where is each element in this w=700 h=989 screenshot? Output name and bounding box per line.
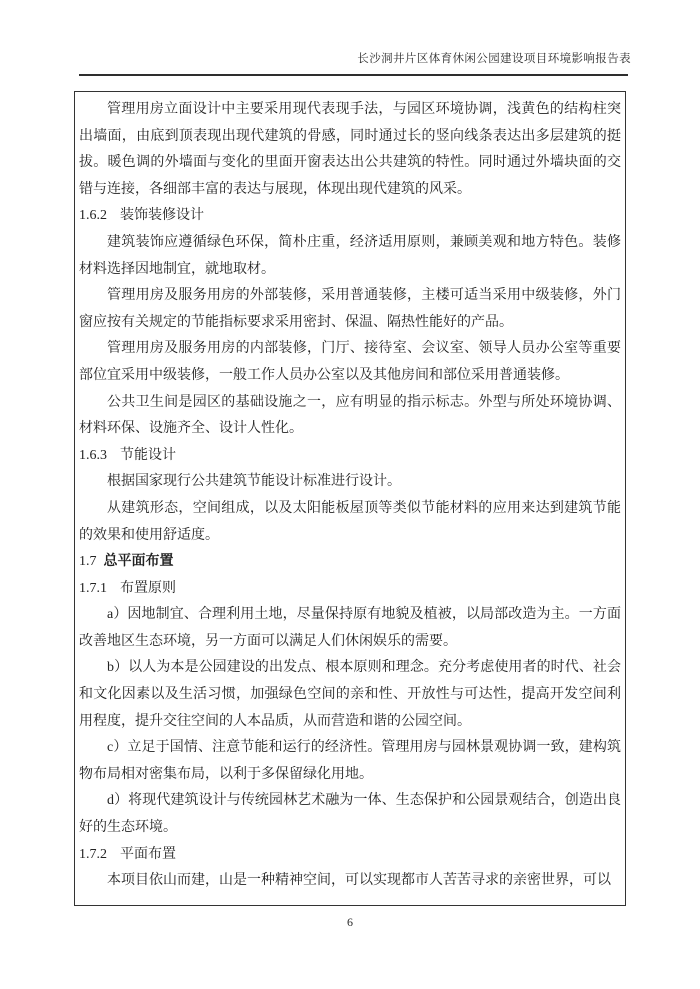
- paragraph-site-layout: 本项目依山而建，山是一种精神空间，可以实现都市人苦苦寻求的亲密世界，可以: [107, 873, 611, 889]
- report-table-cell: [74, 91, 626, 906]
- header-rule: [79, 74, 628, 76]
- page-number: 6: [347, 915, 353, 929]
- paragraph-public-toilet: 公共卫生间是园区的基础设施之一，应有明显的指示标志。外型与所处环境协调、材料环保、设施齐全、设计人性化。: [79, 394, 621, 437]
- section-number: 1.6.3: [79, 447, 107, 463]
- section-title: 总平面布置: [103, 554, 174, 570]
- paragraph-principle-c: c）立足于国情、注意节能和运行的经济性。管理用房与园林景观协调一致，建构筑物布局相对密集布局，以利于多保留绿化用地。: [79, 740, 621, 782]
- section-number: 1.7.2: [79, 846, 107, 862]
- paragraph-energy-measures: 从建筑形态，空间组成，以及太阳能板屋顶等类似节能材料的应用来达到建筑节能的效果和使用舒适度。: [79, 500, 621, 543]
- paragraph-interior-decoration: 管理用房及服务用房的内部装修，门厅、接待室、会议室、领导人员办公室等重要部位宜采用中级装修，一般工作人员办公室以及其他房间和部位采用普通装修。: [79, 341, 621, 383]
- section-title: 布置原则: [120, 580, 176, 596]
- section-number: 1.7.1: [79, 580, 107, 596]
- section-number: 1.6.2: [79, 208, 107, 224]
- section-title: 装饰装修设计: [120, 208, 204, 224]
- paragraph-principle-b: b）以人为本是公园建设的出发点、根本原则和理念。充分考虑使用者的时代、社会和文化因素以及生活习惯，加强绿色空间的亲和性、开放性与可达性，提高开发空间利用程度，提升交往空间的人本品质，从而营造和谐的公园空间。: [79, 660, 621, 729]
- section-heading-1-7-1: [79, 576, 621, 603]
- section-title: 平面布置: [120, 846, 176, 862]
- paragraph-principle-a: a）因地制宜、合理利用土地，尽量保持原有地貌及植被，以局部改造为主。一方面改善地区生态环境，另一方面可以满足人们休闲娱乐的需要。: [79, 607, 621, 649]
- section-title: 节能设计: [120, 447, 176, 463]
- report-header-title: 长沙洞井片区体育休闲公园建设项目环境影响报告表: [357, 53, 631, 65]
- paragraph-principle-d: d）将现代建筑设计与传统园林艺术融为一体、生态保护和公园景观结合，创造出良好的生态环境。: [79, 793, 621, 836]
- section-heading-1-6-2: [79, 203, 621, 230]
- section-heading-1-7: [79, 549, 621, 576]
- section-heading-1-6-3: [79, 443, 621, 470]
- section-number: 1.7: [79, 554, 97, 570]
- paragraph-exterior-decoration: 管理用房及服务用房的外部装修，采用普通装修，主楼可适当采用中级装修，外门窗应按有关规定的节能指标要求采用密封、保温、隔热性能好的产品。: [79, 288, 621, 330]
- paragraph-decoration-principle: 建筑装饰应遵循绿色环保，简朴庄重，经济适用原则，兼顾美观和地方特色。装修材料选择因地制宜，就地取材。: [79, 234, 621, 277]
- section-heading-1-7-2: [79, 842, 621, 869]
- paragraph-energy-standard: 根据国家现行公共建筑节能设计标准进行设计。: [107, 474, 401, 490]
- paragraph-facade-design: 管理用房立面设计中主要采用现代表现手法，与园区环境协调，浅黄色的结构柱突出墙面，由底到顶表现出现代建筑的骨感，同时通过长的竖向线条表达出多层建筑的挺拔。暖色调的外墙面与变化的里面开窗表达出公共建筑的特性。同时通过外墙块面的交错与连接，各细部丰富的表达与展现，体现出现代建筑的风采。: [79, 102, 621, 197]
